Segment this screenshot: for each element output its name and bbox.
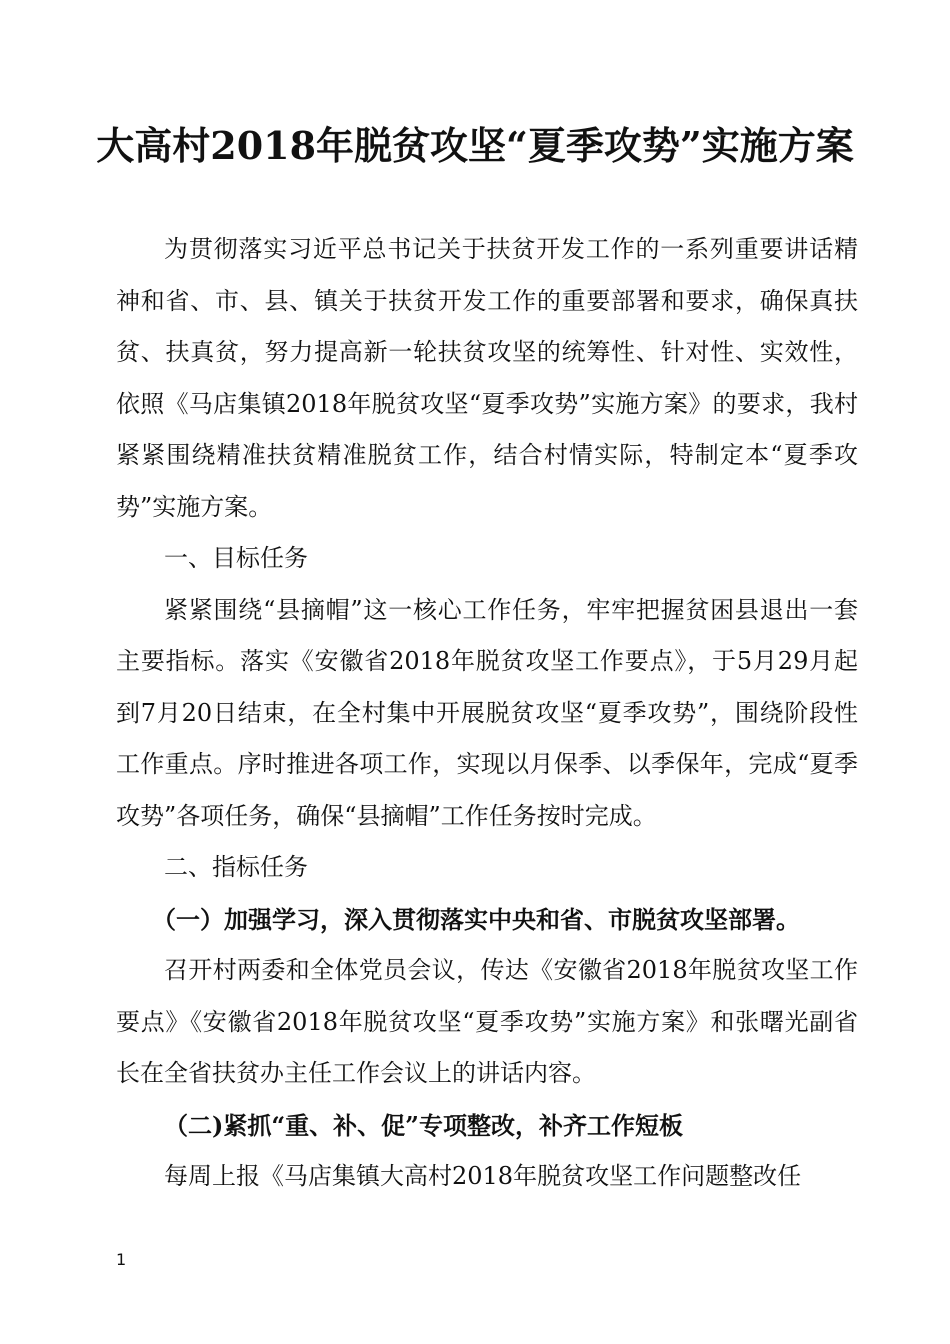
paragraph-goals: 紧紧围绕“县摘帽”这一核心工作任务，牢牢把握贫困县退出一套主要指标。落实《安徽省2018年脱贫攻坚工作要点》，于5月29月起到7月20日结束，在全村集中开展脱贫攻坚“夏季攻势”，围绕阶段性工作重点。序时推进各项工作，实现以月保季、以季保年，完成“夏季攻势”各项任务，确保“县摘帽”工作任务按时完成。: [116, 595, 858, 830]
document-body: [116, 224, 858, 1203]
subheading-study: （一）加强学习，深入贯彻落实中央和省、市脱贫攻坚部署。: [152, 904, 800, 934]
page-number: 1: [116, 1250, 127, 1269]
document-title: 大高村2018年脱贫攻坚“夏季攻势”实施方案: [96, 123, 854, 168]
section-heading-indicators: 二、指标任务: [164, 853, 308, 881]
subheading-rectification: （二)紧抓“重、补、促”专项整改，补齐工作短板: [164, 1110, 683, 1140]
section-heading-goals: 一、目标任务: [164, 544, 308, 572]
paragraph-rectification: 每周上报《马店集镇大高村2018年脱贫攻坚工作问题整改任: [164, 1162, 802, 1190]
paragraph-study: 召开村两委和全体党员会议，传达《安徽省2018年脱贫攻坚工作要点》《安徽省2018年脱贫攻坚“夏季攻势”实施方案》和张曙光副省长在全省扶贫办主任工作会议上的讲话内容。: [116, 956, 858, 1087]
paragraph-intro: 为贯彻落实习近平总书记关于扶贫开发工作的一系列重要讲话精神和省、市、县、镇关于扶贫开发工作的重要部署和要求，确保真扶贫、扶真贫，努力提高新一轮扶贫攻坚的统筹性、针对性、实效性，依照《马店集镇2018年脱贫攻坚“夏季攻势”实施方案》的要求，我村紧紧围绕精准扶贫精准脱贫工作，结合村情实际，特制定本“夏季攻势”实施方案。: [116, 235, 858, 521]
